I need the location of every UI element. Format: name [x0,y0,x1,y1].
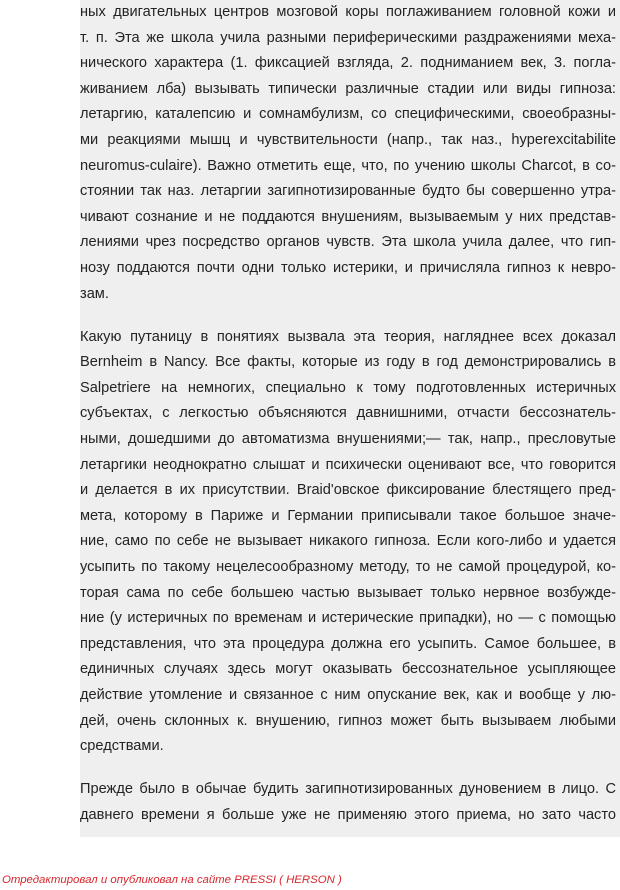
text-line: единичных случаях здесь могут оказывать бессознательное усыпляющее [80,661,616,678]
text-line: ми реакциями мышц и чувствительности (напр., так наз., hyperexcitabilite [80,131,616,148]
text-line: представления, что эта процедура должна его усыпить. Самое большее, в [80,635,616,652]
text-line: чивают сознание и не поддаются внушениям, вызываемым у них представ- [80,208,616,225]
paragraph-2 [80,325,616,760]
text-line: давнего времени я больше уже не применяю этого приема, но зато часто [80,806,616,823]
text-line: торая сама по себе большею частью вызывает только нервное возбужде- [80,584,616,601]
text-line: субъектах, с легкостью объясняются давнишними, отчасти бессознатель- [80,405,616,422]
paragraph-1 [80,0,616,307]
text-line: летаргию, каталепсию и сомнамбулизм, со специфическими, своеобразны- [80,106,616,123]
book-page-text [80,0,616,828]
text-line: neuromus-culaire). Важно отметить еще, что, по учению школы Charcot, в со- [80,157,616,174]
text-line: нозу поддаются почти одни только истерики, и причисляла гипноз к невро- [80,259,616,276]
text-line: стоянии так наз. летаргии загипнотизированные будто бы совершенно утра- [80,183,616,200]
text-line: летаргики неоднократно слышат и психически оценивают все, что говорится [80,456,616,473]
text-line: средствами. [80,738,164,755]
text-line: т. п. Эта же школа учила разными периферическими раздражениями меха- [80,29,616,46]
text-line: Прежде было в обычае будить загипнотизированных дуновением в лицо. С [80,781,616,798]
text-line: нического характера (1. фиксацией взгляда, 2. подниманием век, 3. погла- [80,55,616,72]
text-line: и делается в их присутствии. Braid'овское фиксирование блестящего пред- [80,482,616,499]
paragraph-gap [80,760,616,778]
text-line: ными, дошедшими до автоматизма внушениями;— так, напр., пресловутые [80,431,616,447]
text-line: ных двигательных центров мозговой коры поглаживанием головной кожи и [80,4,616,20]
text-line: ние (у истеричных по временам и истерические припадки), но — с помощью [80,610,616,627]
text-line: зам. [80,285,109,302]
text-line: действие утомление и связанное с ним опускание век, как и вообще у лю- [80,686,616,703]
text-line: Salpetriere на немногих, специально к тому подготовленных истеричных [80,379,616,396]
text-line: Какую путаницу в понятиях вызвала эта теория, нагляднее всех доказал [80,328,616,345]
paragraph-3 [80,777,616,828]
text-line: живанием лба) вызывать типически различные стадии или виды гипноза: [80,80,616,97]
paragraph-gap [80,307,616,325]
text-line: Bernheim в Nancy. Все факты, которые из году в год демонстрировались в [80,354,616,371]
text-line: лениями чрез посредство органов чувств. Эта школа учила далее, что гип- [80,234,616,251]
text-line: ние, само по себе не вызывает никакого гипноза. Если кого-либо и удается [80,533,616,550]
text-line: мета, которому в Париже и Германии приписывали такое большое значе- [80,507,616,524]
text-line: усыпить по такому нецелесообразному методу, то не самой процедурой, ко- [80,558,616,575]
publisher-footer-note: Отредактировал и опубликовал на сайте PRESSI ( HERSON ) [2,874,342,886]
text-line: дей, очень склонных к. внушению, гипноз может быть вызываем любыми [80,712,616,729]
